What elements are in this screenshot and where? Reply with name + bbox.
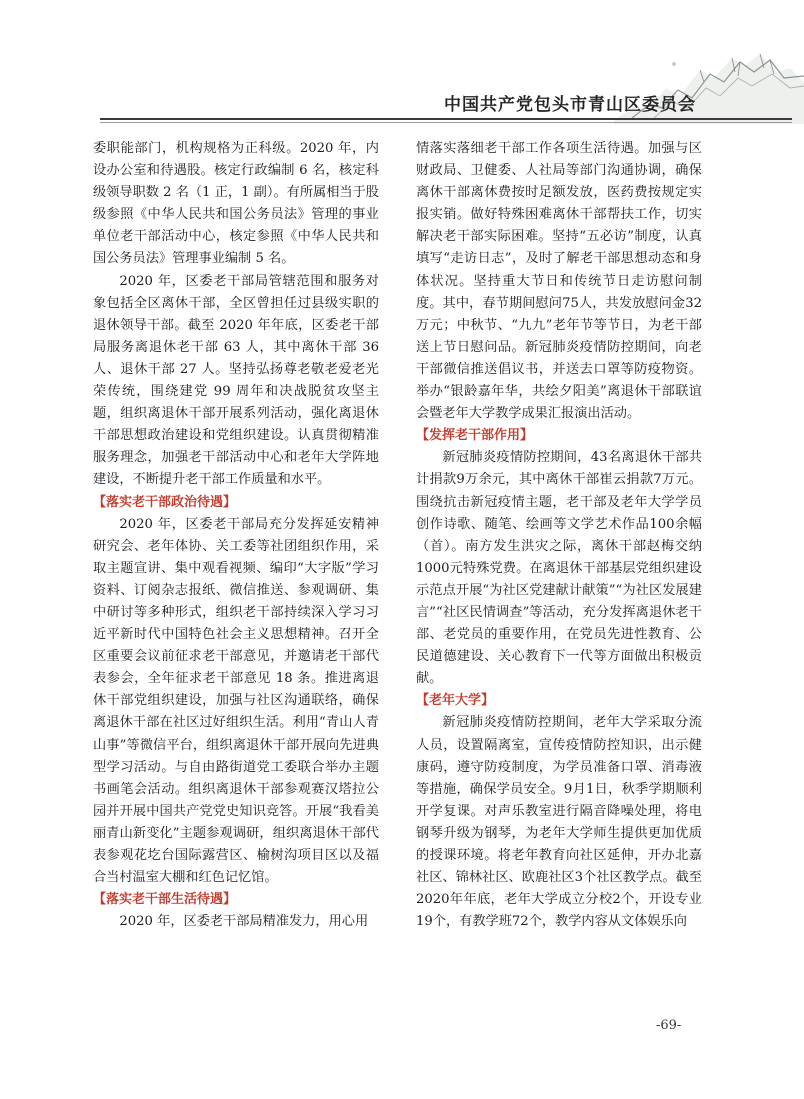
section-heading: 【发挥老干部作用】: [416, 428, 534, 444]
paragraph: 2020 年，区委老干部局精准发力，用心用: [119, 914, 369, 930]
header-divider: [100, 118, 792, 120]
section-heading: 【落实老干部生活待遇】: [93, 892, 237, 908]
paragraph: 2020 年，区委老干部局管辖范围和服务对象包括全区离休干部，全区曾担任过县级实职的退休领导干部。截至 2020 年年底，区委老干部局服务离退休老干部 63 人，其中离休干部 36 人、退休干部 27 人。坚持弘扬尊老敬老爱老光荣传统，围绕建党 99 周年和决战脱贫攻坚主题，组织离退休干部开展系列活动，强化离退休干部思想政治建设和党组织建设。认真贯彻精准服务理念，加强老干部活动中心和老年大学阵地建设，不断提升老干部工作质量和水平。: [93, 273, 379, 488]
section-heading: 【老年大学】: [416, 693, 495, 709]
paragraph: 情落实落细老干部工作各项生活待遇。加强与区财政局、卫健委、人社局等部门沟通协调，确保离休干部离休费按时足额发放，医药费按规定实报实销。做好特殊困难离休干部帮扶工作，切实解决老干部实际困难。坚持“五必访”制度，认真填写“走访日志”，及时了解老干部思想动态和身体状况。坚持重大节日和传统节日走访慰问制度。其中，春节期间慰问75人，共发放慰问金32万元；中秋节、“九九”老年节等节日，为老干部送上节日慰问品。新冠肺炎疫情防控期间，向老干部微信推送倡议书，并送去口罩等防疫物资。举办“银龄嘉年华，共绘夕阳美”离退休干部联谊会暨老年大学教学成果汇报演出活动。: [416, 141, 702, 422]
header-title: 中国共产党包头市青山区委员会: [444, 95, 696, 115]
header-divider-thin: [100, 122, 792, 123]
paragraph: 委职能部门，机构规格为正科级。2020 年，内设办公室和待遇股。核定行政编制 6 名，核定科级领导职数 2 名（1 正，1 副）。有所属相当于股级参照《中华人民共和国公务员法》管理的事业单位老干部活动中心，核定参照《中华人民共和国公务员法》管理事业编制 5 名。: [93, 141, 379, 267]
page-header: [0, 0, 804, 125]
left-column: [93, 138, 379, 933]
right-column: [416, 138, 702, 933]
paragraph: 新冠肺炎疫情防控期间，43名离退休干部共计捐款9万余元，其中离休干部崔云捐款7万元。围绕抗击新冠疫情主题，老干部及老年大学学员创作诗歌、随笔、绘画等文学艺术作品100余幅（首）。南方发生洪灾之际，离休干部赵梅交纳1000元特殊党费。在离退休干部基层党组织建设示范点开展“为社区党建献计献策”“为社区发展建言”“社区民情调查”等活动，充分发挥离退休老干部、老党员的重要作用，在党员先进性教育、公民道德建设、关心教育下一代等方面做出积极贡献。: [416, 450, 702, 687]
paragraph: 新冠肺炎疫情防控期间，老年大学采取分流人员，设置隔离室，宣传疫情防控知识，出示健康码，遵守防疫制度，为学员准备口罩、消毒液等措施，确保学员安全。9月1日，秋季学期顺利开学复课。对声乐教室进行隔音降噪处理，将电钢琴升级为钢琴，为老年大学师生提供更加优质的授课环境。将老年教育向社区延伸，开办北嘉社区、锦林社区、欧鹿社区3个社区教学点。截至2020年年底，老年大学成立分校2个，开设专业19个，有教学班72个，教学内容从文体娱乐向: [416, 715, 702, 930]
paragraph: 2020 年，区委老干部局充分发挥延安精神研究会、老年体协、关工委等社团组织作用，采取主题宣讲、集中观看视频、编印“大字版”学习资料、订阅杂志报纸、微信推送、参观调研、集中研讨等多种形式，组织老干部持续深入学习习近平新时代中国特色社会主义思想精神。召开全区重要会议前征求老干部意见，并邀请老干部代表参会，全年征求老干部意见 18 条。推进离退休干部党组织建设，加强与社区沟通联络，确保离退休干部在社区过好组织生活。利用“青山人青山事”等微信平台，组织离退休干部开展向先进典型学习活动。与自由路街道党工委联合举办主题书画笔会活动。组织离退休干部参观赛汉塔拉公园并开展中国共产党党史知识竞答。开展“我看美丽青山新变化”主题参观调研，组织离退休干部代表参观花圪台国际露营区、榆树沟项目区以及福合当村温室大棚和红色记忆馆。: [93, 516, 379, 886]
section-heading: 【落实老干部政治待遇】: [93, 494, 237, 510]
page-number: -69-: [656, 1018, 682, 1033]
